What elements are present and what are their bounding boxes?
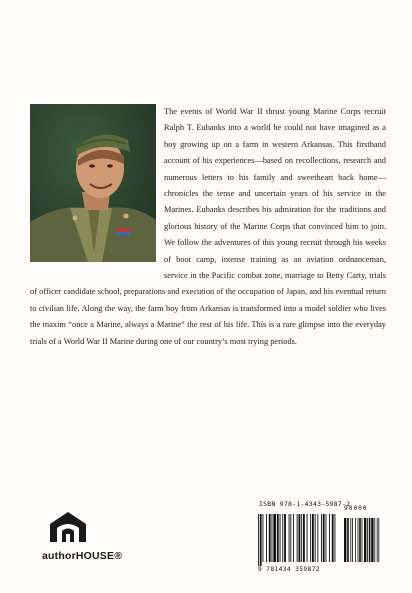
photo-spacer (30, 104, 164, 270)
publisher-name: authorHOUSE® (42, 550, 123, 562)
book-description (30, 104, 386, 350)
isbn-barcode (256, 510, 382, 566)
authorhouse-logo-icon (46, 510, 90, 544)
description-text: The events of World War II thrust young Marine Corps recruit Ralph T. Eubanks into a world he could not have imagined as a boy growing up on a farm in western Arkansas. This firsthand account of his experiences—based on recollections, research and numerous letters to his family and sweetheart back home—chronicles the tense and uncertain years of his service in the Marines. Eubanks describes his admiration for the traditions and glorious history of the Marine Corps that convinced him to join. We follow the adventures of this young recruit through his weeks of boot camp, intense training as an aviation ordnanceman, service in the Pacific combat zone, marriage to Betty Carty, trials of officer candidate school, preparations and execution of the occupation of Japan, and his eventual return to civilian life. Along the way, the farm boy from Arkansas is transformed into a model soldier who lives the maxim “once a Marine, always a Marine” the rest of his life. This is a rare glimpse into the everyday trials of a World War II Marine during one of our country’s most trying periods. (30, 107, 386, 346)
price-code: 90000 (344, 505, 368, 512)
barcode-number: 9 781434 359872 (258, 566, 320, 573)
publisher-logo (40, 510, 123, 570)
isbn-label: ISBN 978-1-4343-5987-2 (259, 500, 351, 508)
